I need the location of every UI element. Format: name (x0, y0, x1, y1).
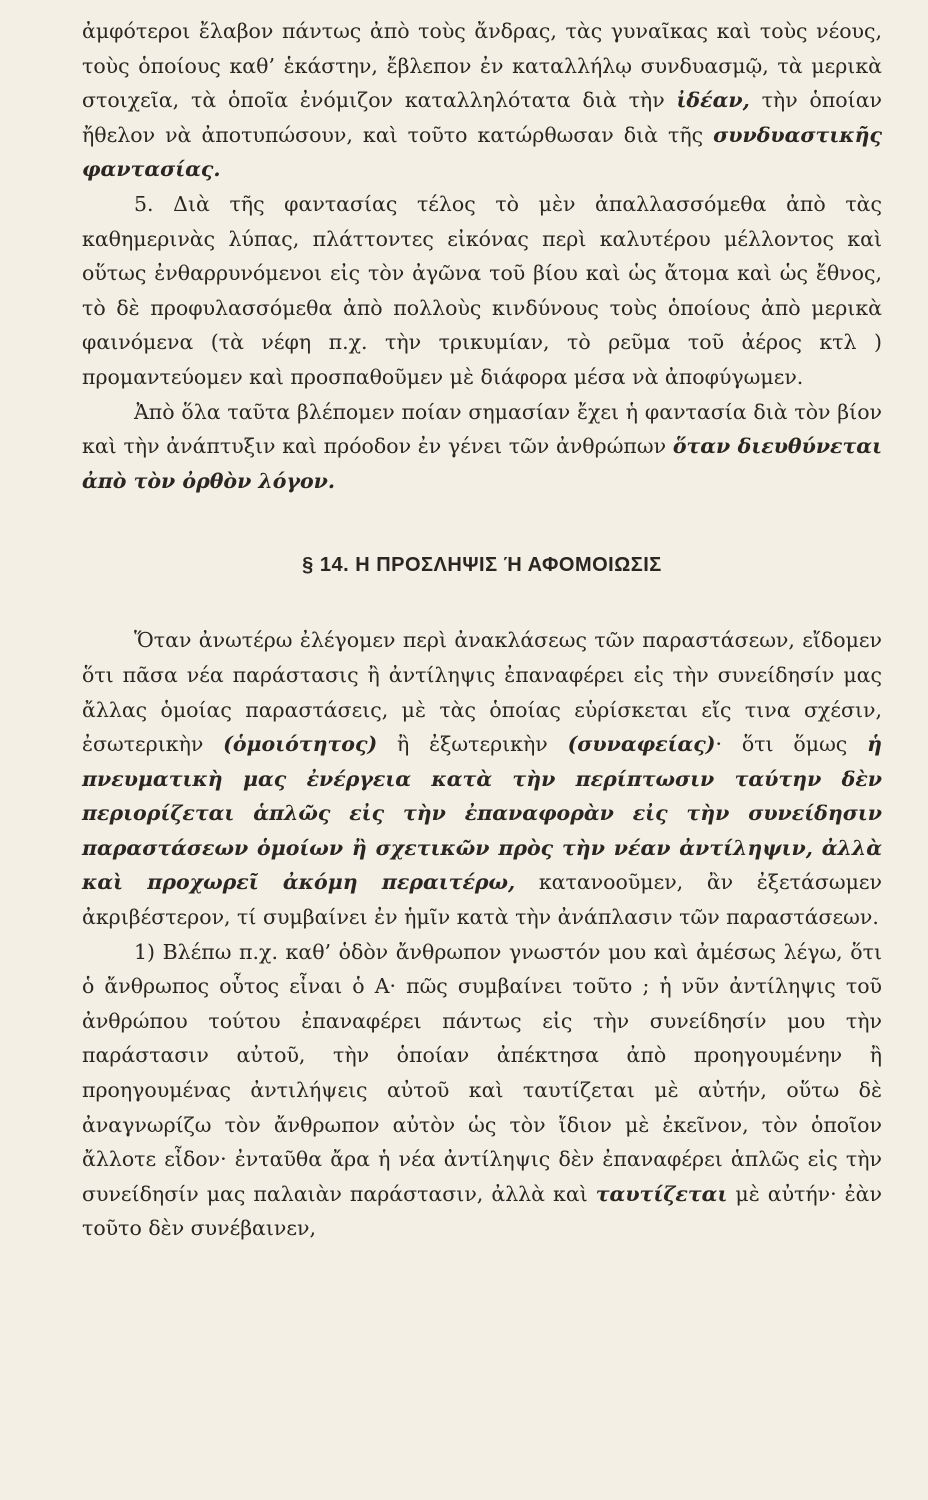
emphasized-text: ἡ πνευματικὴ μας ἐνέργεια κατὰ τὴν περίπτωσιν ταύτην δὲν περιορίζεται ἁπλῶς εἰς τὴν ἐπαναφορὰν εἰς τὴν συνείδησιν παραστάσεων ὁμοίων ἢ σχετικῶν πρὸς τὴν νέαν ἀντίληψιν, ἀλλὰ καὶ προχωρεῖ ἀκόμη περαιτέρω, (82, 732, 882, 895)
text-run: ἀμφότεροι ἔλαβον πάντως ἀπὸ τοὺς ἄνδρας, τὰς γυναῖκας καὶ τοὺς νέους, τοὺς ὁποίους καθ’ ἑκάστην, ἔβλεπον ἐν καταλλήλῳ συνδυασμῷ, τὰ μερικὰ στοιχεῖα, τὰ ὁποῖα ἐνόμιζον καταλληλότατα διὰ τὴν (82, 19, 882, 113)
text-run: Ὅταν ἀνωτέρω ἐλέγομεν περὶ ἀνακλάσεως τῶν παραστάσεων, εἴδομεν ὅτι πᾶσα νέα παράστασις ἢ ἀντίληψις ἐπαναφέρει εἰς τὴν συνείδησίν μας ἄλλας ὁμοίας παραστάσεις, μὲ τὰς ὁποίας εὑρίσκεται εἴς τινα σχέσιν, ἐσωτερικὴν (82, 628, 882, 757)
text-run: Ἀπὸ ὅλα ταῦτα βλέπομεν ποίαν σημασίαν ἔχει ἡ φαντασία διὰ τὸν βίον καὶ τὴν ἀνάπτυξιν καὶ πρόοδον ἐν γένει τῶν ἀνθρώπων (82, 399, 882, 459)
text-run: · ὅτι ὅμως (715, 732, 868, 757)
emphasized-text: συνδυαστικῆς φαντασίας. (82, 122, 882, 182)
emphasized-text: ταυτίζεται (595, 1181, 728, 1206)
text-run: τὴν ὁποίαν ἤθελον νὰ ἀποτυπώσουν, καὶ τοῦτο κατώρθωσαν διὰ τῆς (82, 88, 882, 147)
paragraph-continuation (82, 14, 882, 187)
emphasized-text: (ὁμοιότητος) (223, 732, 378, 757)
emphasized-text: ἰδέαν, (676, 88, 750, 113)
paragraph-section-intro (82, 623, 882, 934)
paragraph-5 (82, 187, 882, 395)
text-run: μὲ αὐτήν· ἐὰν τοῦτο δὲν συνέβαινεν, (82, 1181, 882, 1241)
text-run: κατανοοῦμεν, ἂν ἐξετάσωμεν ἀκριβέστερον, τί συμβαίνει ἐν ἡμῖν κατὰ τὴν ἀνάπλασιν τῶν παραστάσεων. (82, 870, 882, 930)
paragraph-example-1 (82, 935, 882, 1246)
paragraph-summary (82, 395, 882, 499)
text-run: ἢ ἐξωτερικὴν (377, 732, 568, 757)
emphasized-text: ὅταν διευθύνεται ἀπὸ τὸν ὀρθὸν λόγον. (82, 434, 882, 493)
emphasized-text: (συναφείας) (567, 732, 716, 757)
text-run: 5. Διὰ τῆς φαντασίας τέλος τὸ μὲν ἀπαλλασσόμεθα ἀπὸ τὰς καθημερινὰς λύπας, πλάττοντες εἰκόνας περὶ καλυτέρου μέλλοντος καὶ οὕτως ἐνθαρρυνόμενοι εἰς τὸν ἀγῶνα τοῦ βίου καὶ ὡς ἄτομα καὶ ὡς ἔθνος, τὸ δὲ προφυλασσόμεθα ἀπὸ πολλοὺς κινδύνους τοὺς ὁποίους ἀπὸ μερικὰ φαινόμενα (τὰ νέφη π.χ. τὴν τρικυμίαν, τὸ ρεῦμα τοῦ ἀέρος κτλ ) προμαντεύομεν καὶ προσπαθοῦμεν μὲ διάφορα μέσα νὰ ἀποφύγωμεν. (82, 191, 882, 389)
section-heading: § 14. Η ΠΡΟΣΛΗΨΙΣ Ή ΑΦΟΜΟΙΩΣΙΣ (302, 554, 662, 577)
text-run: 1) Βλέπω π.χ. καθ’ ὁδὸν ἄνθρωπον γνωστόν μου καὶ ἀμέσως λέγω, ὅτι ὁ ἄνθρωπος οὗτος εἶναι ὁ Α· πῶς συμβαίνει τοῦτο ; ἡ νῦν ἀντίληψις τοῦ ἀνθρώπου τούτου ἐπαναφέρει πάντως εἰς τὴν συνείδησίν μου τὴν παράστασιν αὐτοῦ, τὴν ὁποίαν ἀπέκτησα ἀπὸ προηγουμένην ἢ προηγουμένας ἀντιλήψεις αὐτοῦ καὶ ταυτίζεται μὲ αὐτήν, οὕτω δὲ ἀναγνωρίζω τὸν ἄνθρωπον αὐτὸν ὡς τὸν ἴδιον μὲ ἐκεῖνον, τὸν ὁποῖον ἄλλοτε εἶδον· ἐνταῦθα ἄρα ἡ νέα ἀντίληψις δὲν ἐπαναφέρει ἁπλῶς εἰς τὴν συνείδησίν μας παλαιὰν παράστασιν, ἀλλὰ καὶ (82, 939, 882, 1206)
